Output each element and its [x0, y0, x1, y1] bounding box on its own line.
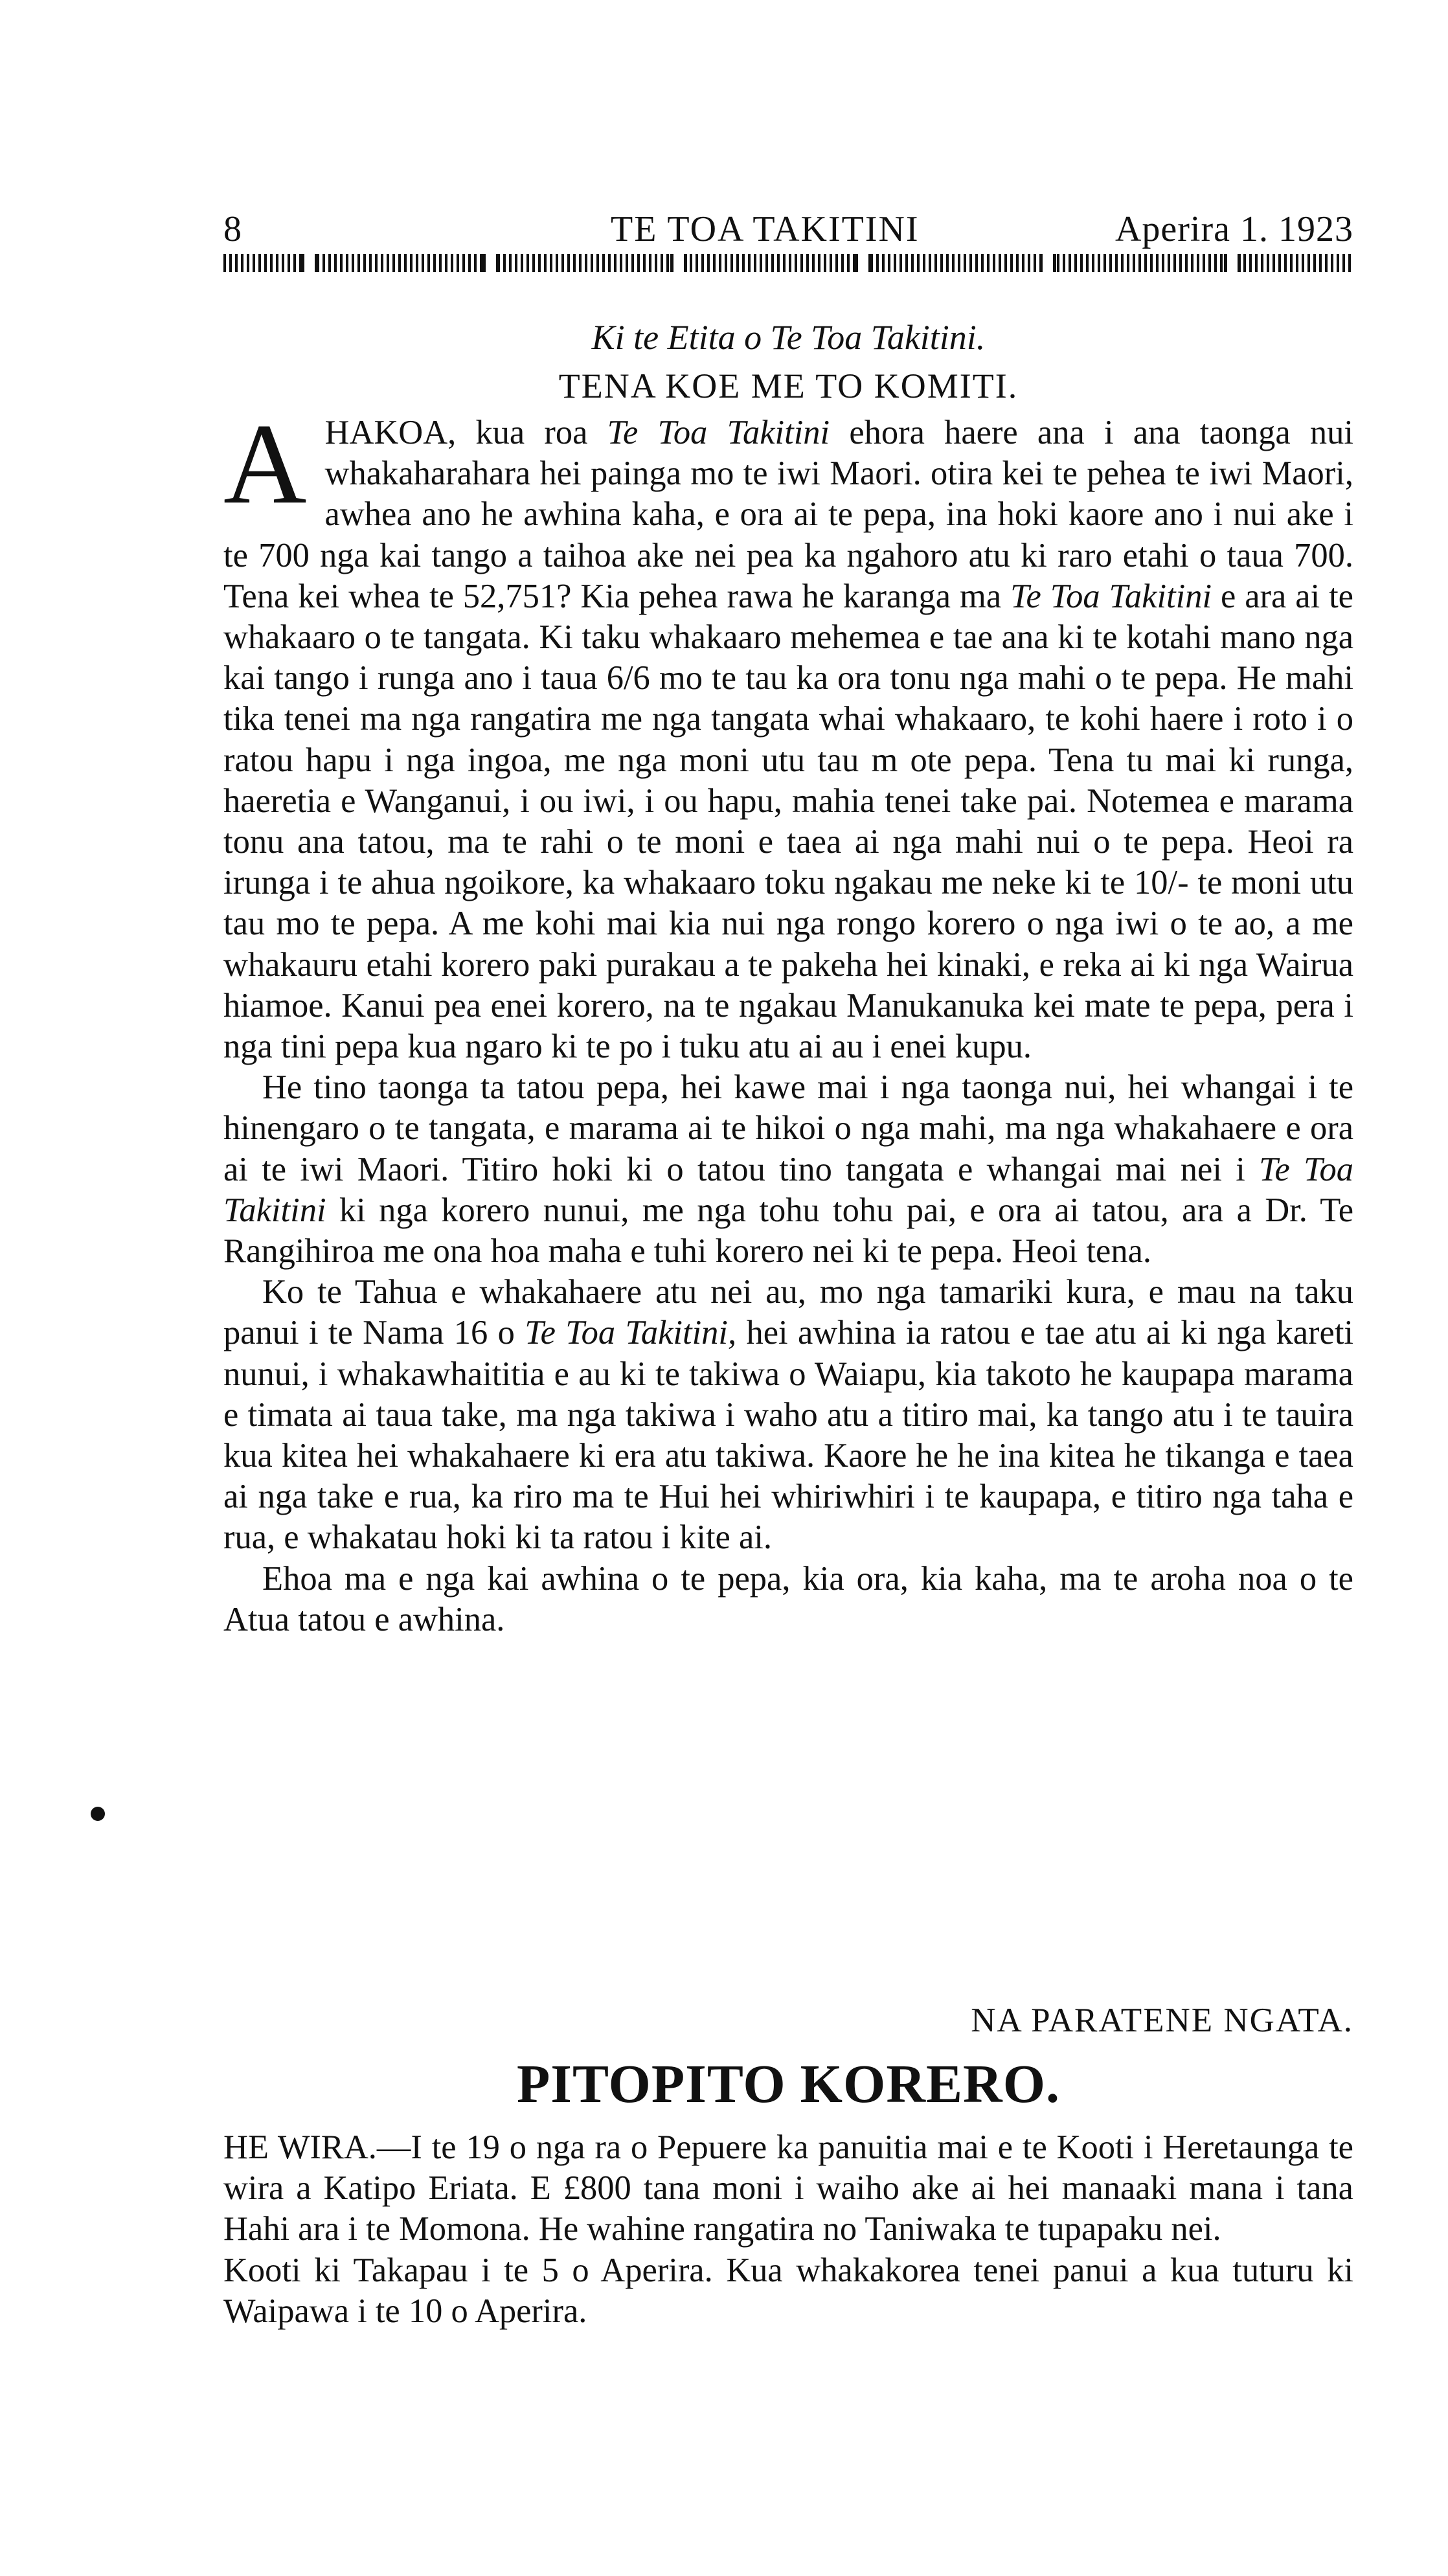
- letter-paragraph-2: He tino taonga ta tatou pepa, hei kawe mai i nga taonga nui, hei whangai i te hinengaro o te tangata, e marama ai te hikoi o nga mahi, ma nga whakahaere e ora ai te iwi Maori. Titiro hoki ki o tatou tino tangata e whangai mai nei i Te Toa Takitini ki nga korero nunui, me nga tohu tohu pai, e ora ai tatou, ara a Dr. Te Rangihiroa me ona hoa maha e tuhi korero nei ki te pepa. Heoi tena.: [223, 1068, 1354, 1271]
- issue-date: Aperira 1. 1923: [1114, 209, 1353, 249]
- letter-paragraph-3: Ko te Tahua e whakahaere atu nei au, mo nga tamariki kura, e mau na taku panui i te Nama 16 o Te Toa Takitini, hei awhina ia ratou e tae atu ai ki nga kareti nunui, i whakawhaititia e au ki te takiwa o Waiapu, kia takoto he kaupapa marama e timata ai taua take, ma nga takiwa i waho atu a titiro mai, ka tango atu i te tauira kua kitea hei whakahaere ki era atu takiwa. Kaore he he ina kitea he tikanga e taea ai nga take e rua, ka riro ma te Hui hei whiriwhiri i te kaupapa, e titiro nga taha e rua, e whakatau hoki ki ta ratou i kite ai.: [223, 1273, 1354, 1557]
- drop-cap: A: [223, 400, 307, 528]
- page-number: 8: [223, 209, 242, 249]
- letter-paragraph-4: Ehoa ma e nga kai awhina o te pepa, kia ora, kia kaha, ma te aroha noa o te Atua tatou e awhina.: [223, 1559, 1353, 1638]
- publication-name: Te Toa Takitini: [223, 1150, 1354, 1229]
- margin-mark: [91, 1807, 105, 1821]
- publication-name: Te Toa Takitini,: [525, 1314, 737, 1352]
- news-paragraph-1: HE WIRA.—I te 19 o nga ra o Pepuere ka panuitia mai e te Kooti i Heretaunga te wira a Katipo Eriata. E £800 tana moni i waiho ake ai hei manaaki mana i tana Hahi ara i te Momona. He wahine rangatira no Taniwaka te tupapaku nei.: [223, 2129, 1353, 2248]
- news-paragraph-2: Kooti ki Takapau i te 5 o Aperira. Kua whakakorea tenei panui a kua tuturu ki Waipawa i te 10 o Aperira.: [223, 2251, 1353, 2330]
- publication-name: Te Toa Takitini: [607, 414, 830, 451]
- publication-title: TE TOA TAKITINI: [611, 209, 920, 249]
- news-body: [223, 2127, 1353, 2332]
- news-section-title: PITOPITO KORERO.: [516, 2054, 1061, 2114]
- letter-addressee: Ki te Etita o Te Toa Takitini.: [591, 318, 986, 357]
- masthead: [223, 209, 1353, 254]
- letter-greeting: TENA KOE ME TO KOMITI.: [558, 367, 1019, 405]
- decorative-rule: [223, 254, 1353, 272]
- letter-body: [223, 400, 1354, 1640]
- letter-paragraph-1: AHAKOA, kua roa Te Toa Takitini ehora haere ana i ana taonga nui whakaharahara hei painga mo te iwi Maori. otira kei te pehea te iwi Maori, awhea ano he awhina kaha, e ora ai te pepa, ina hoki kaore ano i nui ake i te 700 nga kai tango a taihoa ake nei pea ka ngahoro atu ki raro etahi o taua 700. Tena kei whea te 52,751? Kia pehea rawa he karanga ma Te Toa Takitini e ara ai te whakaaro o te tangata. Ki taku whakaaro mehemea e tae ana ki te kotahi mano nga kai tango i runga ano i taua 6/6 mo te tau ka ora tonu nga mahi o te pepa. He mahi tika tenei ma nga rangatira me nga tangata whai whakaaro, te kohi haere i roto i o ratou hapu i nga ingoa, me nga moni utu tau m ote pepa. Tena tu mai ki runga, haeretia e Wanganui, i ou iwi, i ou hapu, mahia tenei take pai. Notemea e marama tonu ana tatou, ma te rahi o te moni e taea ai nga mahi nui o te pepa. Heoi ra irunga i te ahua ngoikore, ka whakaaro toku ngakau me neke ki te 10/- te moni utu tau mo te pepa. A me kohi mai kia nui nga rongo korero o nga iwi o te ao, a me whakauru etahi korero paki purakau a te pakeha hei kinaki, e reka ai ki nga Wairua hiamoe. Kanui pea enei korero, na te ngakau Manukanuka kei mate te pepa, pera i nga tini pepa kua ngaro ki te po i tuku atu ai au i enei kupu.: [223, 400, 1354, 1066]
- publication-name: Te Toa Takitini: [1010, 577, 1212, 615]
- letter-signature: NA PARATENE NGATA.: [971, 2002, 1353, 2039]
